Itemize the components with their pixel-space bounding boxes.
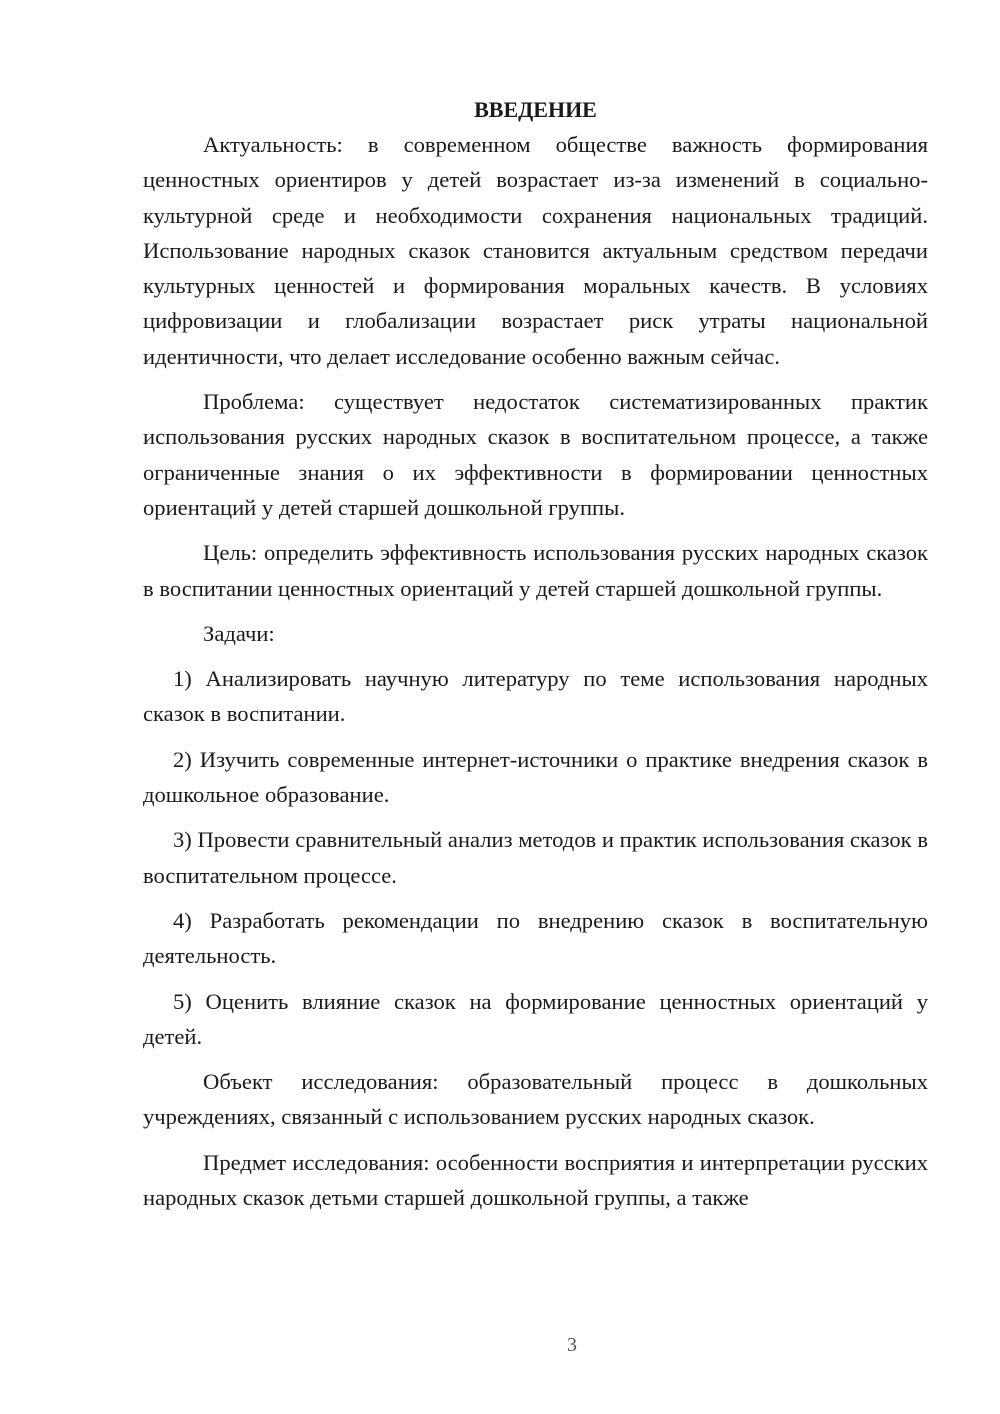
section-title: ВВЕДЕНИЕ	[474, 97, 597, 122]
task-item-3: 3) Провести сравнительный анализ методов и практик использования сказок в воспитательном процессе.	[143, 827, 928, 888]
document-page	[143, 92, 928, 1215]
object-paragraph: Объект исследования: образовательный процесс в дошкольных учреждениях, связанный с использованием русских народных сказок.	[143, 1069, 928, 1130]
relevance-paragraph: Актуальность: в современном обществе важность формирования ценностных ориентиров у детей возрастает из-за изменений в социально-культурной среде и необходимости сохранения национальных традиций. Использование народных сказок становится актуальным средством передачи культурных ценностей и формирования моральных качеств. В условиях цифровизации и глобализации возрастает риск утраты национальной идентичности, что делает исследование особенно важным сейчас.	[143, 132, 928, 369]
task-item-2: 2) Изучить современные интернет-источники о практике внедрения сказок в дошкольное образование.	[143, 746, 928, 808]
tasks-heading: Задачи:	[203, 620, 275, 646]
page-number: 3	[567, 1334, 577, 1356]
subject-paragraph: Предмет исследования: особенности восприятия и интерпретации русских народных сказок детьми старшей дошкольной группы, а также	[143, 1149, 928, 1211]
task-item-4: 4) Разработать рекомендации по внедрению сказок в воспитательную деятельность.	[143, 907, 928, 969]
task-item-5: 5) Оценить влияние сказок на формирование ценностных ориентаций у детей.	[143, 988, 928, 1049]
goal-paragraph: Цель: определить эффективность использования русских народных сказок в воспитании ценностных ориентаций у детей старшей дошкольной группы.	[143, 540, 928, 601]
problem-paragraph: Проблема: существует недостаток систематизированных практик использования русских народных сказок в воспитательном процессе, а также ограниченные знания о их эффективности в формировании ценностных ориентаций у детей старшей дошкольной группы.	[143, 389, 928, 520]
task-item-1: 1) Анализировать научную литературу по теме использования народных сказок в воспитании.	[143, 666, 928, 727]
